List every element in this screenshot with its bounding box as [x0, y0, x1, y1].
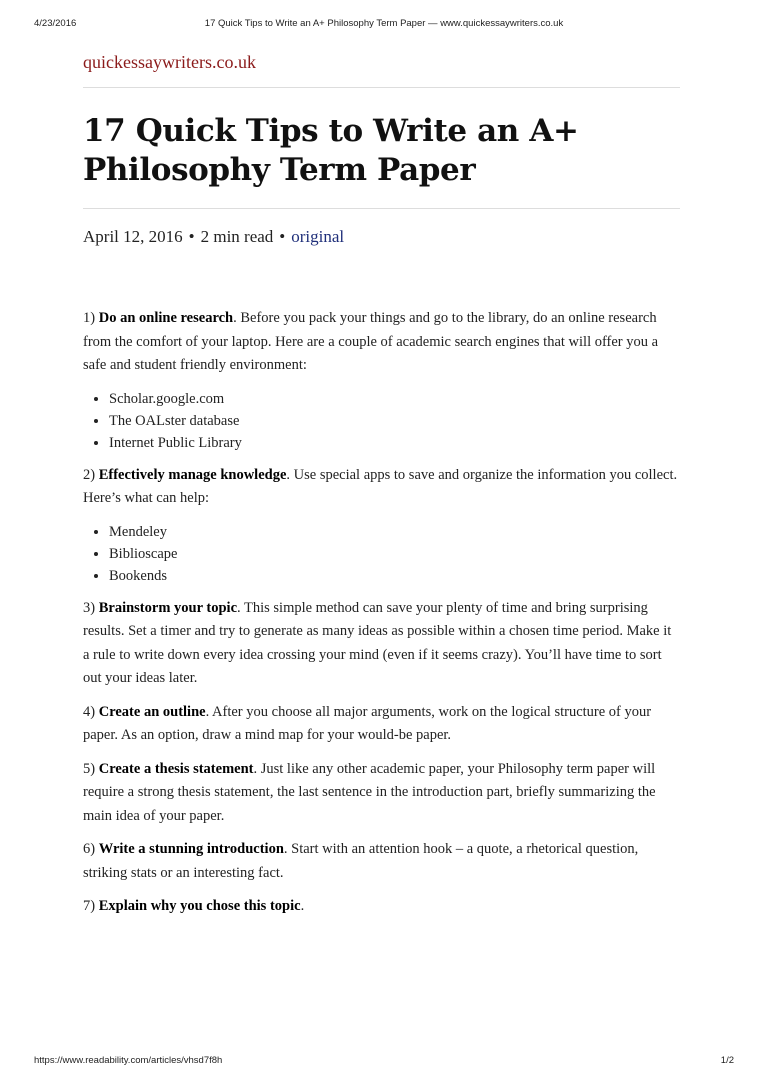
tip-number: 3)	[83, 599, 96, 616]
page-number: 1/2	[720, 1055, 734, 1066]
tip-number: 6)	[83, 841, 96, 857]
tip-text: . Before you pack your things and go to the library, do an online research from the comfort of your laptop. Here are a couple of academic search engines that will offer you a safe and student friendly environment:	[83, 310, 659, 373]
list-item: • Mendeley	[109, 521, 680, 543]
tip-paragraph	[83, 701, 680, 748]
tip-text: . After you choose all major arguments, work on the logical structure of your paper. As an option, draw a mind map for your would-be paper.	[83, 703, 652, 743]
tip-paragraph	[83, 838, 680, 885]
print-title: 17 Quick Tips to Write an A+ Philosophy Term Paper — www.quickessaywriters.co.uk	[204, 18, 564, 29]
tip-heading: Write a stunning introduction	[98, 841, 284, 857]
site-name[interactable]: quickessaywriters.co.uk	[83, 52, 680, 88]
app-list	[83, 521, 680, 587]
tip-heading: Explain why you chose this topic	[98, 898, 301, 914]
tip-heading: Brainstorm your topic	[98, 599, 237, 616]
publish-date: April 12, 2016	[83, 227, 183, 246]
tip-paragraph	[83, 758, 680, 829]
tip-text: .	[300, 898, 305, 914]
tip-paragraph	[83, 895, 680, 919]
article-title: 17 Quick Tips to Write an A+ Philosophy Term Paper	[83, 112, 680, 209]
tip-number: 4)	[83, 703, 96, 720]
list-item: • Internet Public Library	[109, 432, 680, 454]
list-item: • Bookends	[109, 565, 680, 587]
tip-number: 1)	[83, 310, 96, 326]
list-item: • The OALster database	[109, 410, 680, 432]
tip-heading: Do an online research	[98, 310, 234, 326]
tip-number: 7)	[83, 898, 96, 914]
tip-text: . Start with an attention hook – a quote, a rhetorical question, striking stats or an interesting fact.	[83, 841, 639, 881]
article-body	[83, 307, 680, 919]
meta-separator: •	[188, 227, 195, 246]
tip-text: . This simple method can save your plenty of time and bring surprising results. Set a timer and try to generate as many ideas as possible within a chosen time period. Make it a rule to write down every idea crossing your mind (even if it seems crazy). You’ll have time to sort out your ideas later.	[83, 599, 672, 686]
meta-separator: •	[279, 227, 286, 246]
original-link[interactable]: original	[291, 227, 345, 246]
print-date: 4/23/2016	[34, 18, 77, 29]
read-time: 2 min read	[200, 227, 274, 246]
tip-paragraph	[83, 307, 680, 378]
list-item: • Scholar.google.com	[109, 388, 680, 410]
article-meta	[83, 227, 680, 247]
tip-heading: Create a thesis statement	[98, 760, 254, 777]
tip-text: . Use special apps to save and organize the information you collect. Here’s what can help:	[83, 466, 678, 506]
tip-paragraph	[83, 464, 680, 511]
tip-heading: Effectively manage knowledge	[98, 466, 287, 483]
tip-number: 2)	[83, 466, 96, 483]
tip-heading: Create an outline	[98, 703, 206, 720]
article	[83, 52, 680, 929]
tip-number: 5)	[83, 760, 96, 777]
resource-list	[83, 388, 680, 454]
print-url: https://www.readability.com/articles/vhsd7f8h	[34, 1055, 223, 1066]
tip-text: . Just like any other academic paper, your Philosophy term paper will require a strong thesis statement, the last sentence in the introduction part, briefly summarizing the main idea of your paper.	[83, 760, 656, 824]
tip-paragraph	[83, 597, 680, 691]
list-item: • Biblioscape	[109, 543, 680, 565]
